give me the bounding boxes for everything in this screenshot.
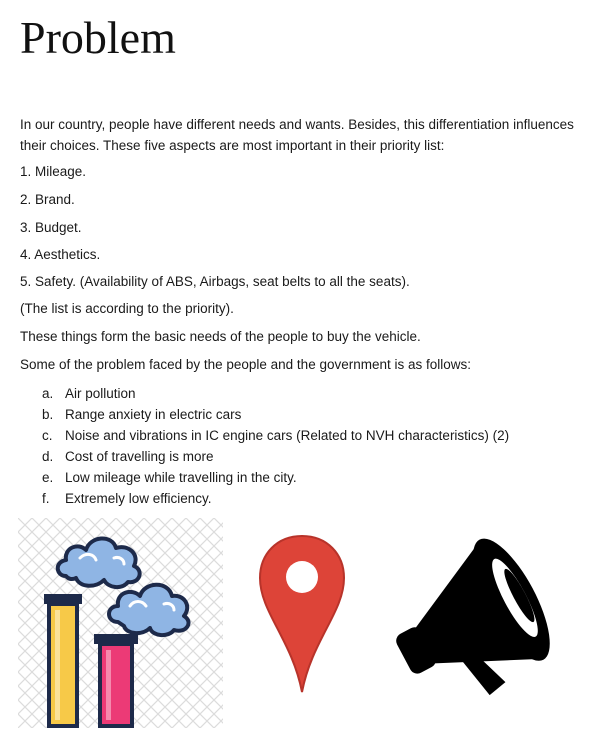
page-title: Problem bbox=[20, 12, 176, 63]
problem-item-f bbox=[42, 488, 509, 509]
problem-text: Low mileage while travelling in the city. bbox=[65, 470, 297, 485]
problem-item-e bbox=[42, 467, 509, 488]
factory-smoke-icon bbox=[18, 518, 223, 728]
problem-text: Extremely low efficiency. bbox=[65, 491, 212, 506]
problem-text: Cost of travelling is more bbox=[65, 449, 214, 464]
priority-item-5: 5. Safety. (Availability of ABS, Airbags, seat belts to all the seats). bbox=[20, 274, 410, 289]
location-pin-icon bbox=[256, 532, 348, 697]
problem-marker: f. bbox=[42, 491, 50, 506]
chimney-icon bbox=[44, 594, 82, 726]
priority-item-1: 1. Mileage. bbox=[20, 164, 87, 179]
megaphone-icon bbox=[380, 528, 572, 700]
problem-marker: b. bbox=[42, 407, 54, 422]
problem-marker: c. bbox=[42, 428, 53, 443]
problems-intro: Some of the problem faced by the people and the government is as follows: bbox=[20, 357, 472, 372]
problem-marker: e. bbox=[42, 470, 54, 485]
problem-item-c bbox=[42, 425, 509, 446]
priority-item-4: 4. Aesthetics. bbox=[20, 247, 101, 262]
priority-item-3: 3. Budget. bbox=[20, 220, 82, 235]
problem-item-d bbox=[42, 446, 509, 467]
problem-list bbox=[42, 383, 509, 509]
problem-text: Noise and vibrations in IC engine cars (Related to NVH characteristics) (2) bbox=[65, 428, 510, 443]
problem-marker: d. bbox=[42, 449, 54, 464]
problem-text: Air pollution bbox=[65, 386, 136, 401]
priority-item-2: 2. Brand. bbox=[20, 192, 75, 207]
chimney-icon bbox=[94, 634, 138, 726]
basic-needs-text: These things form the basic needs of the people to buy the vehicle. bbox=[20, 329, 421, 344]
problem-text: Range anxiety in electric cars bbox=[65, 407, 242, 422]
problem-marker: a. bbox=[42, 386, 54, 401]
problem-item-a bbox=[42, 383, 509, 404]
problem-item-b bbox=[42, 404, 509, 425]
intro-paragraph: In our country, people have different needs and wants. Besides, this differentiation influences their choices. These five aspects are most important in their priority list: bbox=[20, 117, 574, 153]
priority-note: (The list is according to the priority). bbox=[20, 301, 234, 316]
